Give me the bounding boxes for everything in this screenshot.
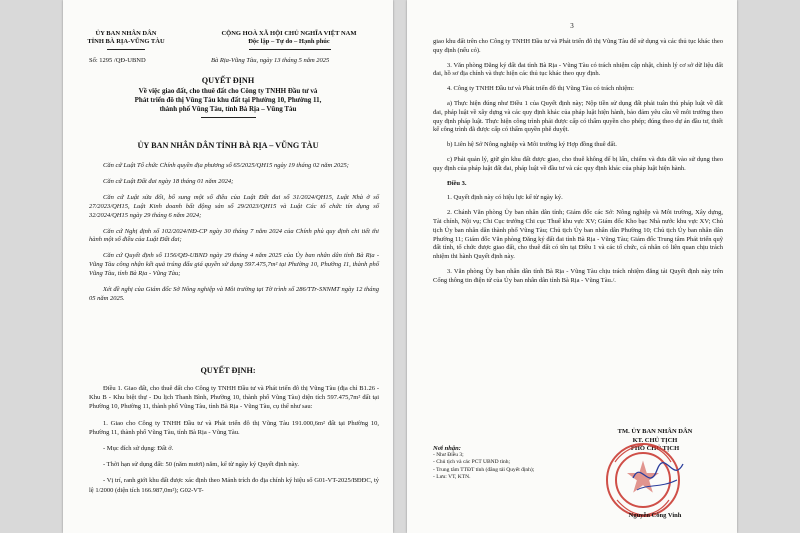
legal-basis: Căn cứ Luật Đất đai ngày 18 tháng 01 năm 2024; [103, 177, 234, 185]
legal-basis: Căn cứ Nghị định số 102/2024/NĐ-CP ngày 30 tháng 7 năm 2024 của Chính phủ quy định chi tiết thi hành một số điều của Luật Đất đai; [89, 227, 379, 244]
page-number: 3 [570, 22, 574, 30]
legal-basis: Căn cứ Luật Tổ chức Chính quyền địa phương số 65/2025/QH15 ngày 19 tháng 02 năm 2025; [103, 162, 349, 169]
issuing-authority: ỦY BAN NHÂN DÂN TỈNH BÀ RỊA – VŨNG TÀU [137, 141, 319, 150]
article-3-item-2: 2. Chánh Văn phòng Ủy ban nhân dân tỉnh; Giám đốc các Sở: Nông nghiệp và Môi trường, Xây dựng, Tài chính, Nội vụ; Chi Cục trưởng Chi cục Thuế khu vực XV; Giám đốc Kho bạc Nhà nước khu vực XV; Chủ tịch Ủy ban nhân dân thành phố Vũng Tàu; Chủ tịch Ủy ban nhân dân Phường 10; Chủ tịch Ủy ban nhân dân Phường 11; Giám đốc Văn phòng Đăng ký đất đai tỉnh Bà Rịa - Vũng Tàu; Giám đốc Trung tâm Phát triển quỹ đất tỉnh, tổ chức được giao đất, cho thuê đất có tên tại Điều 1 và các tổ chức, cá nhân có liên quan chịu trách nhiệm thi hành Quyết định này. [433, 209, 723, 261]
legal-bases [89, 162, 379, 304]
official-seal-icon [603, 440, 693, 520]
signature-block: TM. ỦY BAN NHÂN DÂN KT. CHỦ TỊCH PHÓ CHỦ TỊCH [617, 428, 693, 452]
recipients-list: Nơi nhận: - Như Điều 3; - Chủ tịch và các PCT UBND tỉnh; - Trung tâm TTĐT tỉnh (đăng tải Quyết định); - Lưu: VT, KTN. [433, 445, 563, 481]
article-item-4: 4. Công ty TNHH Đầu tư và Phát triển đô thị Vũng Tàu có trách nhiệm: [447, 85, 634, 93]
article-item-4c: c) Phải quản lý, giữ gìn khu đất được giao, cho thuê không để bị lấn, chiếm và đưa đất vào sử dụng theo quy định của pháp luật đất đai, pháp luật về đầu tư và các quy định khác của pháp luật hiện hành. [433, 155, 723, 172]
document-page-2 [407, 0, 737, 533]
place-date: Bà Rịa-Vũng Tàu, ngày 13 tháng 5 năm 2025 [211, 57, 330, 64]
article-3-item-1: 1. Quyết định này có hiệu lực kể từ ngày ký. [447, 194, 563, 202]
document-title: QUYẾT ĐỊNH [201, 76, 255, 85]
continued-text: giao khu đất trên cho Công ty TNHH Đầu tư và Phát triển đô thị Vũng Tàu để sử dụng và các thủ tục khác theo quy định (nếu có). [433, 38, 723, 54]
land-location: - Vị trí, ranh giới khu đất được xác định theo Mảnh trích đo địa chính ký hiệu số G01-VT-2025/BĐĐC, tỷ lệ 1/2000 (diện tích 166.987,0m²); G02-VT- [89, 477, 379, 494]
document-number: Số: 1295 /QĐ-UBND [89, 57, 146, 64]
recipient-item: - Chủ tịch và các PCT UBND tỉnh; [433, 459, 511, 466]
subject-underline [201, 117, 256, 118]
national-motto: CỘNG HOÀ XÃ HỘI CHỦ NGHĨA VIỆT NAM Độc lập – Tự do – Hạnh phúc [221, 30, 357, 46]
land-term: - Thời hạn sử dụng đất: 50 (năm mươi) năm, kể từ ngày ký Quyết định này. [103, 461, 299, 469]
signer-name: Nguyễn Công Vinh [628, 512, 682, 519]
article-item-4b: b) Liên hệ Sở Nông nghiệp và Môi trường ký Hợp đồng thuê đất. [447, 141, 617, 149]
agency-underline [107, 49, 145, 50]
article-1 [89, 384, 379, 495]
recipient-item: - Trung tâm TTĐT tỉnh (đăng tải Quyết định); [433, 466, 535, 473]
page-2-body [433, 38, 723, 286]
article-item-4a: a) Thực hiện đúng như Điều 1 của Quyết định này; Nộp tiền sử dụng đất phải tuân thủ pháp luật về đất đai, pháp luật về xây dựng và các quy định khác của pháp luật hiện hành, bảo đảm yêu cầu về môi trường theo quy định pháp luật. Thực hiện công trình phải được cấp có thẩm quyền cho phép; đúng theo dự án đầu tư, thiết kế công trình đã được cấp có thẩm quyền phê duyệt. [433, 99, 723, 134]
article-3-heading: Điều 3. [447, 179, 467, 187]
agency-header: ỦY BAN NHÂN DÂN TỈNH BÀ RỊA-VŨNG TÀU [87, 30, 165, 46]
article-item-3: 3. Văn phòng Đăng ký đất đai tỉnh Bà Rịa - Vũng Tàu có trách nhiệm cập nhật, chỉnh lý cơ sở dữ liệu đất đai, hồ sơ địa chính và thực hiện các thủ tục khác theo quy định. [433, 61, 723, 78]
legal-basis: Xét đề nghị của Giám đốc Sở Nông nghiệp và Môi trường tại Tờ trình số 286/TTr-SNNMT ngày 12 tháng 05 năm 2025. [89, 286, 379, 302]
article-3-item-3: 3. Văn phòng Ủy ban nhân dân tỉnh Bà Rịa - Vũng Tàu chịu trách nhiệm đăng tải Quyết định này trên Cổng thông tin điện tử của Ủy ban nhân dân tỉnh Bà Rịa - Vũng Tàu./. [433, 267, 723, 284]
document-subject: Về việc giao đất, cho thuê đất cho Công ty TNHH Đầu tư và Phát triển đô thị Vũng Tàu khu đất tại Phường 10, Phường 11, thành phố Vũng Tàu, tỉnh Bà Rịa – Vũng Tàu [134, 87, 322, 113]
article-1-text: Điều 1. Giao đất, cho thuê đất cho Công ty TNHH Đầu tư và Phát triển đô thị Vũng Tàu (địa chỉ B1.26 - Khu B - Khu biệt thự - Du lịch Thanh Bình, Phường 10, thành phố Vũng Tàu) diện tích 597.475,7m² đất tại Phường 10, Phường 11, thành phố Vũng Tàu, tỉnh Bà Rịa - Vũng Tàu, cụ thể như sau: [89, 385, 379, 411]
decision-heading: QUYẾT ĐỊNH: [200, 366, 256, 375]
document-page-1 [63, 0, 393, 533]
legal-basis: Căn cứ Quyết định số 1156/QĐ-UBND ngày 29 tháng 4 năm 2025 của Ủy ban nhân dân tỉnh Bà Rịa - Vũng Tàu công nhận kết quả trúng đấu giá quyền sử dụng 597.475,7m² tại Phường 10, Phường 11, thành phố Vũng Tàu, tỉnh Bà Rịa - Vũng Tàu; [89, 252, 379, 278]
motto-underline [249, 49, 331, 50]
legal-basis: Căn cứ Luật sửa đổi, bổ sung một số điều của Luật Đất đai số 31/2024/QH15, Luật Nhà ở số 27/2023/QH15, Luật Kinh doanh bất động sản số 29/2023/QH15 và Luật Các tổ chức tín dụng số 32/2024/QH15 ngày 29 tháng 6 năm 2024; [89, 193, 379, 219]
article-1-item-1: 1. Giao cho Công ty TNHH Đầu tư và Phát triển đô thị Vũng Tàu 191.000,6m² đất tại Phường 10, Phường 11, thành phố Vũng Tàu, tỉnh Bà Rịa - Vũng Tàu. [89, 419, 379, 436]
recipient-item: - Lưu: VT, KTN. [433, 473, 471, 480]
recipient-item: - Như Điều 3; [433, 452, 464, 459]
land-purpose: - Mục đích sử dụng: Đất ở. [103, 445, 174, 453]
